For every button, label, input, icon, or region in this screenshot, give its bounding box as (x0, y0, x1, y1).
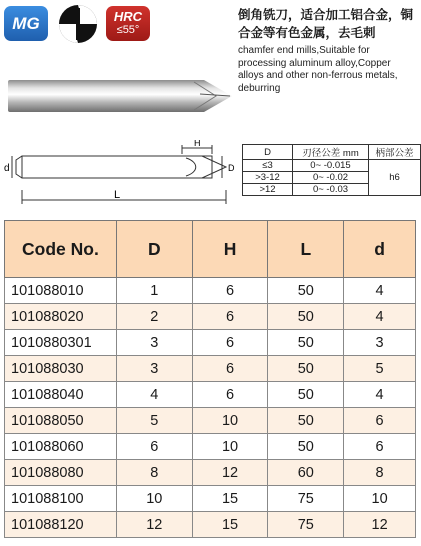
tol-header-blade: 刃径公差 mm (293, 145, 369, 160)
technical-drawing (4, 140, 244, 208)
cell-shank-d: 8 (344, 460, 416, 486)
header-h: H (192, 221, 268, 278)
cell-d: 10 (116, 486, 192, 512)
cell-h: 12 (192, 460, 268, 486)
cell-shank-d: 4 (344, 304, 416, 330)
tol-cell: 0~ -0.015 (293, 160, 369, 172)
cell-shank-d: 4 (344, 382, 416, 408)
cell-l: 50 (268, 356, 344, 382)
cell-shank-d: 5 (344, 356, 416, 382)
cell-h: 10 (192, 434, 268, 460)
hrc-value: ≤55° (116, 24, 140, 36)
table-row (5, 512, 416, 538)
tolerance-table (242, 144, 421, 196)
cell-code: 101088010 (5, 278, 117, 304)
description-en: chamfer end mills,Suitable for processing aluminum alloy,Copper alloys and other non-ferrous metals, deburring (238, 45, 398, 94)
table-row (5, 460, 416, 486)
cell-h: 10 (192, 408, 268, 434)
cell-d: 2 (116, 304, 192, 330)
tol-row (243, 160, 421, 172)
tol-header-d: D (243, 145, 293, 160)
cell-d: 5 (116, 408, 192, 434)
tol-shank-value: h6 (369, 160, 421, 196)
label-d-small: d (4, 163, 10, 174)
table-row (5, 408, 416, 434)
cell-d: 8 (116, 460, 192, 486)
table-row (5, 330, 416, 356)
cell-code: 101088060 (5, 434, 117, 460)
cell-shank-d: 6 (344, 434, 416, 460)
cell-code: 101088030 (5, 356, 117, 382)
cell-h: 6 (192, 356, 268, 382)
cell-l: 50 (268, 382, 344, 408)
cell-l: 75 (268, 512, 344, 538)
cell-l: 75 (268, 486, 344, 512)
product-description (238, 6, 418, 95)
label-d-cap: D (228, 163, 235, 173)
cell-d: 6 (116, 434, 192, 460)
tol-header-shank: 柄部公差 (369, 145, 421, 160)
cell-l: 60 (268, 460, 344, 486)
cell-d: 12 (116, 512, 192, 538)
cell-shank-d: 4 (344, 278, 416, 304)
cell-shank-d: 10 (344, 486, 416, 512)
cell-l: 50 (268, 330, 344, 356)
label-h: H (194, 140, 201, 148)
table-row (5, 356, 416, 382)
cell-d: 3 (116, 356, 192, 382)
cell-code: 101088080 (5, 460, 117, 486)
tol-cell: >3-12 (243, 172, 293, 184)
tool-photo (4, 70, 234, 122)
cell-h: 15 (192, 486, 268, 512)
material-badge: MG (4, 6, 48, 41)
hrc-label: HRC (113, 9, 143, 24)
cell-d: 3 (116, 330, 192, 356)
cell-code: 1010880301 (5, 330, 117, 356)
cell-h: 6 (192, 278, 268, 304)
table-row (5, 486, 416, 512)
cell-code: 101088100 (5, 486, 117, 512)
cell-shank-d: 3 (344, 330, 416, 356)
hardness-badge (106, 6, 150, 41)
cell-l: 50 (268, 304, 344, 330)
cell-h: 15 (192, 512, 268, 538)
cell-d: 4 (116, 382, 192, 408)
cell-code: 101088040 (5, 382, 117, 408)
tol-cell: 0~ -0.02 (293, 172, 369, 184)
header-l: L (268, 221, 344, 278)
table-row (5, 304, 416, 330)
cell-d: 1 (116, 278, 192, 304)
spec-table (4, 220, 416, 538)
header-code: Code No. (5, 221, 117, 278)
cell-h: 6 (192, 382, 268, 408)
header-d: D (116, 221, 192, 278)
cell-code: 101088020 (5, 304, 117, 330)
table-row (5, 382, 416, 408)
cell-shank-d: 12 (344, 512, 416, 538)
tol-cell: 0~ -0.03 (293, 184, 369, 196)
header-shank-d: d (344, 221, 416, 278)
description-cn: 倒角铣刀，适合加工铝合金，铜合金等有色金属，去毛刺 (238, 8, 414, 40)
cell-h: 6 (192, 330, 268, 356)
cell-h: 6 (192, 304, 268, 330)
table-row (5, 434, 416, 460)
cell-code: 101088050 (5, 408, 117, 434)
label-l: L (114, 189, 121, 201)
cell-l: 50 (268, 434, 344, 460)
cell-l: 50 (268, 408, 344, 434)
cell-l: 50 (268, 278, 344, 304)
cell-code: 101088120 (5, 512, 117, 538)
table-row (5, 278, 416, 304)
tol-cell: ≤3 (243, 160, 293, 172)
cell-shank-d: 6 (344, 408, 416, 434)
tol-cell: >12 (243, 184, 293, 196)
flute-icon (58, 4, 98, 44)
